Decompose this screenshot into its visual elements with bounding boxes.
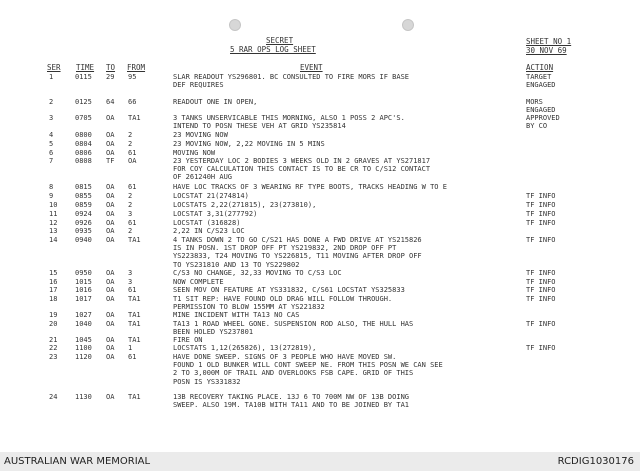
row-action-line: TF INFO	[526, 236, 556, 244]
row-action-line: BY CO	[526, 122, 548, 131]
row-to: OA	[106, 269, 115, 277]
row-action-line: ENGAGED	[526, 81, 556, 90]
secret-label: SECRET	[266, 36, 294, 45]
row-time: 0808	[75, 157, 92, 165]
row-event-line: 3 TANKS UNSERVICABLE THIS MORNING, ALSO 1 POSS 2 APC'S.	[173, 114, 405, 122]
row-to: OA	[106, 344, 115, 352]
row-event-line: SEEN MOV ON FEATURE AT YS331832, C/S61 LOCSTAT YS325833	[173, 286, 405, 294]
row-time: 1045	[75, 336, 92, 344]
row-event-line: FOR COY CALCULATION THIS CONTACT IS TO BE CR TO C/S12 CONTACT	[173, 165, 431, 174]
row-time: 1130	[75, 393, 92, 401]
row-from: TA1	[128, 114, 141, 122]
row-ser: 7	[49, 157, 54, 165]
row-to: OA	[106, 192, 115, 200]
row-ser: 20	[49, 320, 58, 328]
row-ser: 6	[49, 149, 54, 157]
row-from: OA	[128, 157, 137, 165]
row-from: TA1	[128, 295, 141, 303]
row-to: OA	[106, 201, 115, 209]
footer-record-id: RCDIG1030176	[557, 456, 634, 467]
row-event-line: 2,22 IN C/S23 LOC	[173, 227, 245, 235]
row-to: OA	[106, 183, 115, 191]
row-time: 0924	[75, 210, 92, 218]
row-to: OA	[106, 311, 115, 319]
row-event-line: T1 SIT REP: HAVE FOUND OLD DRAG WILL FOLLOW THROUGH.	[173, 295, 393, 303]
row-action-line: TF INFO	[526, 320, 556, 328]
row-time: 1040	[75, 320, 92, 328]
row-from: TA1	[128, 311, 141, 319]
row-from: 61	[128, 183, 137, 191]
row-event-line: OF 261240H AUG	[173, 173, 233, 182]
row-action-line: TF INFO	[526, 278, 556, 286]
sheet-number: SHEET NO 1	[526, 37, 572, 46]
row-event-line: POSN IS YS331832	[173, 377, 241, 386]
row-ser: 10	[49, 201, 58, 209]
row-from: 3	[128, 269, 133, 277]
row-event-line: HAVE DONE SWEEP. SIGNS OF 3 PEOPLE WHO HAVE MOVED SW.	[173, 353, 397, 361]
row-time: 0115	[75, 73, 92, 81]
col-header-ser: SER	[47, 63, 61, 72]
row-to: OA	[106, 278, 115, 286]
row-from: 2	[128, 201, 133, 209]
row-event-line: NOW COMPLETE	[173, 278, 224, 286]
punch-hole-icon	[402, 19, 414, 31]
row-from: 61	[128, 219, 137, 227]
row-to: OA	[106, 210, 115, 218]
row-event-line: PERMISSION TO BLOW 155MM AT YS221832	[173, 303, 325, 312]
row-ser: 1	[49, 73, 54, 81]
row-event-line: 2 TO 3,000M OF TRAIL AND OVERLOOKS FSB CAPE. GRID OF THIS	[173, 369, 414, 378]
archive-footer	[0, 452, 640, 471]
footer-institution: AUSTRALIAN WAR MEMORIAL	[4, 456, 151, 467]
row-from: 61	[128, 353, 137, 361]
row-event-line: C/S3 NO CHANGE, 32,33 MOVING TO C/S3 LOC	[173, 269, 342, 277]
row-to: TF	[106, 157, 115, 165]
row-ser: 15	[49, 269, 58, 277]
row-time: 0806	[75, 149, 92, 157]
row-event-line: LOCSTAT 21(274814)	[173, 192, 249, 200]
row-ser: 19	[49, 311, 58, 319]
col-header-time: TIME	[76, 63, 95, 72]
row-from: 2	[128, 192, 133, 200]
col-header-event: EVENT	[300, 63, 323, 72]
row-time: 0125	[75, 98, 92, 106]
row-from: TA1	[128, 336, 141, 344]
row-action-line: TF INFO	[526, 219, 556, 227]
row-to: 29	[106, 73, 115, 81]
row-event-line: MOVING NOW	[173, 149, 216, 157]
row-event-line: YS223833, T24 MOVING TO YS226815, T11 MOVING AFTER DROP OFF	[173, 252, 422, 261]
row-from: 3	[128, 210, 133, 218]
row-ser: 18	[49, 295, 58, 303]
row-ser: 16	[49, 278, 58, 286]
row-event-line: DEF REQUIRES	[173, 81, 224, 90]
row-from: 61	[128, 149, 137, 157]
row-event-line: SWEEP. ALSO 19M. TA10B WITH TA11 AND TO BE JOINED BY TA1	[173, 401, 410, 410]
row-ser: 12	[49, 219, 58, 227]
row-to: OA	[106, 114, 115, 122]
row-from: TA1	[128, 320, 141, 328]
punch-hole-icon	[229, 19, 241, 31]
sheet-date: 30 NOV 69	[526, 46, 567, 55]
row-event-line: BEEN HOLED YS237801	[173, 328, 254, 337]
row-event-line: SLAR READOUT YS296801. BC CONSULTED TO FIRE MORS IF BASE	[173, 73, 410, 81]
row-to: OA	[106, 236, 115, 244]
row-from: 95	[128, 73, 137, 81]
row-to: OA	[106, 336, 115, 344]
row-action-line: TF INFO	[526, 192, 556, 200]
row-time: 0804	[75, 140, 92, 148]
row-to: OA	[106, 131, 115, 139]
row-event-line: TO YS231810 AND 13 TO YS229802	[173, 260, 300, 269]
row-time: 0705	[75, 114, 92, 122]
row-time: 0926	[75, 219, 92, 227]
row-event-line: HAVE LOC TRACKS OF 3 WEARING RF TYPE BOOTS, TRACKS HEADING W TO E	[173, 183, 447, 191]
row-ser: 24	[49, 393, 58, 401]
row-ser: 14	[49, 236, 58, 244]
row-action-line: TARGET	[526, 73, 552, 81]
row-time: 1017	[75, 295, 92, 303]
row-to: OA	[106, 286, 115, 294]
row-from: 2	[128, 131, 133, 139]
row-event-line: 4 TANKS DOWN 2 TO GO C/S21 HAS DONE A FWD DRIVE AT YS215826	[173, 236, 422, 244]
row-ser: 3	[49, 114, 54, 122]
row-ser: 21	[49, 336, 58, 344]
row-from: TA1	[128, 393, 141, 401]
row-to: OA	[106, 320, 115, 328]
row-to: OA	[106, 140, 115, 148]
row-time: 0940	[75, 236, 92, 244]
row-to: OA	[106, 393, 115, 401]
row-ser: 8	[49, 183, 54, 191]
row-action-line: APPROVED	[526, 114, 560, 122]
row-from: 61	[128, 286, 137, 294]
row-event-line: 13B RECOVERY TAKING PLACE. 13J 6 TO 700M NW OF 13B DOING	[173, 393, 410, 401]
row-time: 0815	[75, 183, 92, 191]
row-time: 0950	[75, 269, 92, 277]
col-header-to: TO	[106, 63, 116, 72]
row-event-line: 23 YESTERDAY LOC 2 BODIES 3 WEEKS OLD IN 2 GRAVES AT YS271817	[173, 157, 431, 165]
row-time: 0855	[75, 192, 92, 200]
row-to: OA	[106, 227, 115, 235]
row-ser: 11	[49, 210, 58, 218]
row-from: 1	[128, 344, 133, 352]
sheet-title: 5 RAR OPS LOG SHEET	[230, 45, 316, 54]
row-to: OA	[106, 295, 115, 303]
row-time: 0800	[75, 131, 92, 139]
row-from: 66	[128, 98, 137, 106]
row-ser: 4	[49, 131, 54, 139]
row-action-line: MORS	[526, 98, 543, 106]
row-ser: 17	[49, 286, 58, 294]
row-event-line: LOCSTAT 3,31(277792)	[173, 210, 258, 218]
row-action-line: ENGAGED	[526, 106, 556, 115]
row-event-line: 23 MOVING NOW	[173, 131, 228, 139]
row-from: TA1	[128, 236, 141, 244]
row-action-line: TF INFO	[526, 295, 556, 303]
row-action-line: TF INFO	[526, 344, 556, 352]
row-time: 1100	[75, 344, 92, 352]
row-time: 1016	[75, 286, 92, 294]
row-from: 2	[128, 140, 133, 148]
row-time: 1015	[75, 278, 92, 286]
row-time: 0859	[75, 201, 92, 209]
row-event-line: LOCSTATS 2,22(271815), 23(273810),	[173, 201, 317, 209]
row-event-line: FIRE ON	[173, 336, 203, 344]
row-time: 0935	[75, 227, 92, 235]
row-to: OA	[106, 219, 115, 227]
col-header-from: FROM	[127, 63, 146, 72]
row-action-line: TF INFO	[526, 201, 556, 209]
row-ser: 23	[49, 353, 58, 361]
row-ser: 5	[49, 140, 54, 148]
row-event-line: FOUND 1 OLD BUNKER WILL CONT SWEEP NE. FROM THIS POSN WE CAN SEE	[173, 361, 443, 370]
row-to: OA	[106, 353, 115, 361]
row-action-line: TF INFO	[526, 210, 556, 218]
row-ser: 9	[49, 192, 54, 200]
row-ser: 13	[49, 227, 58, 235]
row-ser: 2	[49, 98, 54, 106]
row-event-line: LOCSTATS 1,12(265826), 13(272819),	[173, 344, 317, 352]
row-action-line: TF INFO	[526, 269, 556, 277]
row-ser: 22	[49, 344, 58, 352]
row-event-line: INTEND TO POSN THESE VEH AT GRID YS235814	[173, 122, 346, 131]
row-event-line: TA13 1 ROAD WHEEL GONE. SUSPENSION ROD ALSO, THE HULL HAS	[173, 320, 414, 328]
row-to: 64	[106, 98, 115, 106]
row-event-line: MINE INCIDENT WITH TA13 NO CAS	[173, 311, 300, 319]
row-to: OA	[106, 149, 115, 157]
row-action-line: TF INFO	[526, 286, 556, 294]
row-event-line: 23 MOVING NOW, 2,22 MOVING IN 5 MINS	[173, 140, 325, 148]
row-time: 1027	[75, 311, 92, 319]
row-event-line: LOCSTAT (316828)	[173, 219, 241, 227]
row-time: 1120	[75, 353, 92, 361]
col-header-action: ACTION	[526, 63, 554, 72]
row-event-line: READOUT ONE IN OPEN,	[173, 98, 258, 106]
row-event-line: IS IN POSN. 1ST DROP OFF PT YS219832, 2ND DROP OFF PT	[173, 244, 397, 253]
row-from: 3	[128, 278, 133, 286]
row-from: 2	[128, 227, 133, 235]
